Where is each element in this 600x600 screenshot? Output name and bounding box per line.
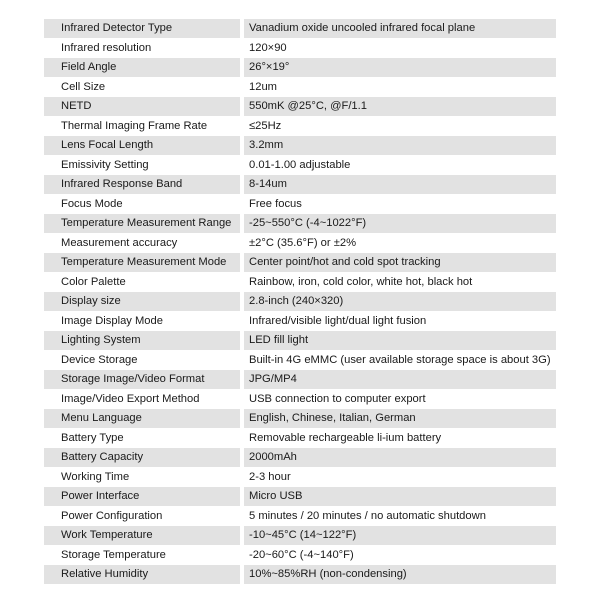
spec-row xyxy=(44,78,556,98)
spec-row xyxy=(44,156,556,176)
spec-row xyxy=(44,370,556,390)
spec-value: -25~550°C (-4~1022°F) xyxy=(244,214,556,234)
spec-label: Color Palette xyxy=(44,273,240,293)
spec-row xyxy=(44,117,556,137)
spec-label: NETD xyxy=(44,97,240,117)
spec-row xyxy=(44,526,556,546)
spec-table xyxy=(44,19,556,585)
spec-value: ≤25Hz xyxy=(244,117,556,137)
spec-label: Battery Type xyxy=(44,429,240,449)
spec-label: Storage Image/Video Format xyxy=(44,370,240,390)
spec-value: 12um xyxy=(244,78,556,98)
spec-value: 120×90 xyxy=(244,39,556,59)
spec-value: Removable rechargeable li-ium battery xyxy=(244,429,556,449)
spec-value: 26°×19° xyxy=(244,58,556,78)
spec-value: Center point/hot and cold spot tracking xyxy=(244,253,556,273)
spec-label: Work Temperature xyxy=(44,526,240,546)
spec-value: ±2°C (35.6°F) or ±2% xyxy=(244,234,556,254)
spec-row xyxy=(44,195,556,215)
spec-label: Power Interface xyxy=(44,487,240,507)
spec-value: English, Chinese, Italian, German xyxy=(244,409,556,429)
spec-row xyxy=(44,487,556,507)
spec-label: Image Display Mode xyxy=(44,312,240,332)
spec-label: Lighting System xyxy=(44,331,240,351)
spec-row xyxy=(44,409,556,429)
spec-row xyxy=(44,546,556,566)
spec-value: Vanadium oxide uncooled infrared focal plane xyxy=(244,19,556,39)
spec-value: 2000mAh xyxy=(244,448,556,468)
spec-label: Infrared resolution xyxy=(44,39,240,59)
spec-row xyxy=(44,468,556,488)
spec-row xyxy=(44,58,556,78)
spec-value: Infrared/visible light/dual light fusion xyxy=(244,312,556,332)
spec-row xyxy=(44,253,556,273)
spec-value: JPG/MP4 xyxy=(244,370,556,390)
spec-row xyxy=(44,39,556,59)
spec-row xyxy=(44,448,556,468)
spec-label: Field Angle xyxy=(44,58,240,78)
spec-value: Free focus xyxy=(244,195,556,215)
spec-row xyxy=(44,351,556,371)
spec-row xyxy=(44,390,556,410)
spec-row xyxy=(44,331,556,351)
spec-value: 5 minutes / 20 minutes / no automatic shutdown xyxy=(244,507,556,527)
spec-label: Temperature Measurement Range xyxy=(44,214,240,234)
spec-label: Power Configuration xyxy=(44,507,240,527)
spec-value: 2.8-inch (240×320) xyxy=(244,292,556,312)
spec-value: -20~60°C (-4~140°F) xyxy=(244,546,556,566)
spec-label: Infrared Detector Type xyxy=(44,19,240,39)
spec-label: Lens Focal Length xyxy=(44,136,240,156)
spec-row xyxy=(44,429,556,449)
spec-value: USB connection to computer export xyxy=(244,390,556,410)
spec-value: 2-3 hour xyxy=(244,468,556,488)
spec-label: Thermal Imaging Frame Rate xyxy=(44,117,240,137)
spec-value: 0.01-1.00 adjustable xyxy=(244,156,556,176)
spec-row xyxy=(44,214,556,234)
spec-label: Cell Size xyxy=(44,78,240,98)
spec-value: -10~45°C (14~122°F) xyxy=(244,526,556,546)
spec-label: Display size xyxy=(44,292,240,312)
spec-label: Infrared Response Band xyxy=(44,175,240,195)
spec-label: Menu Language xyxy=(44,409,240,429)
spec-label: Emissivity Setting xyxy=(44,156,240,176)
spec-value: Micro USB xyxy=(244,487,556,507)
spec-row xyxy=(44,312,556,332)
spec-value: Built-in 4G eMMC (user available storage space is about 3G) xyxy=(244,351,556,371)
spec-label: Temperature Measurement Mode xyxy=(44,253,240,273)
spec-label: Relative Humidity xyxy=(44,565,240,585)
spec-label: Image/Video Export Method xyxy=(44,390,240,410)
spec-row xyxy=(44,97,556,117)
spec-label: Battery Capacity xyxy=(44,448,240,468)
spec-value: Rainbow, iron, cold color, white hot, black hot xyxy=(244,273,556,293)
spec-row xyxy=(44,175,556,195)
spec-label: Working Time xyxy=(44,468,240,488)
spec-label: Measurement accuracy xyxy=(44,234,240,254)
spec-value: 3.2mm xyxy=(244,136,556,156)
spec-row xyxy=(44,136,556,156)
spec-value: 8-14um xyxy=(244,175,556,195)
spec-label: Storage Temperature xyxy=(44,546,240,566)
spec-row xyxy=(44,273,556,293)
spec-row xyxy=(44,565,556,585)
spec-row xyxy=(44,292,556,312)
spec-row xyxy=(44,234,556,254)
spec-label: Device Storage xyxy=(44,351,240,371)
spec-value: 10%~85%RH (non-condensing) xyxy=(244,565,556,585)
spec-row xyxy=(44,19,556,39)
spec-value: LED fill light xyxy=(244,331,556,351)
spec-value: 550mK @25°C, @F/1.1 xyxy=(244,97,556,117)
spec-row xyxy=(44,507,556,527)
spec-label: Focus Mode xyxy=(44,195,240,215)
